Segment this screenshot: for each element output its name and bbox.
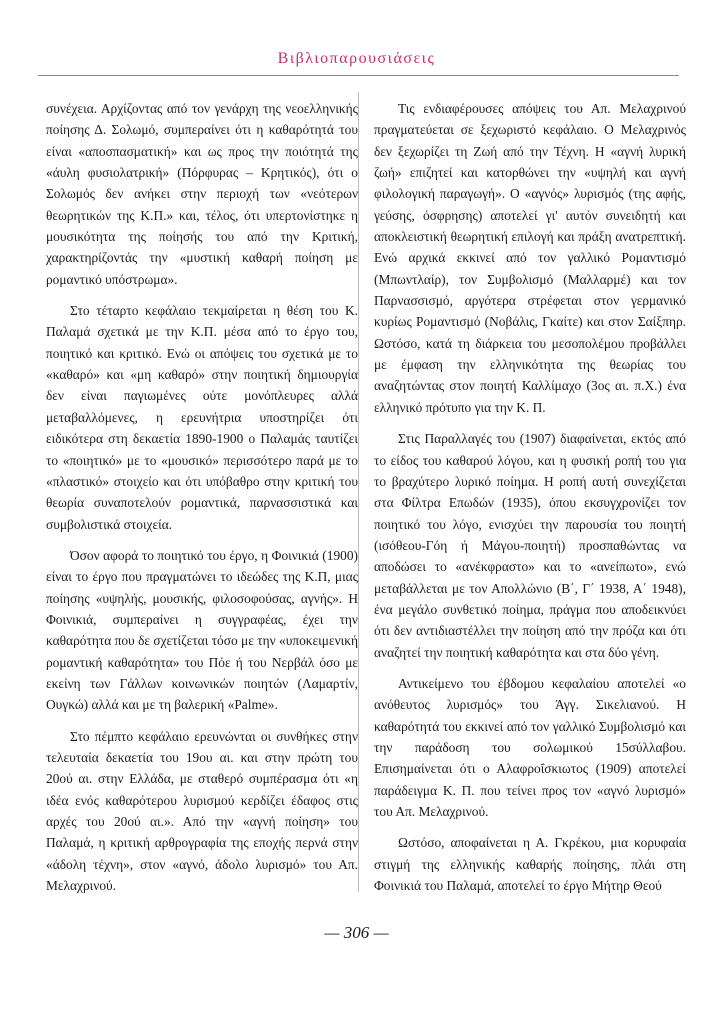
paragraph: Όσον αφορά το ποιητικό του έργο, η Φοινικιά (1900) είναι το έργο που πραγματώνει το ιδεώδες της Κ.Π, μιας ποίησης «υψηλής, μουσικής, φιλοσοφούσας, αγνής». Η Φοινικιά, συμπεραίνει η συγγραφέας, έχει την καθαρότητα που δε σχετίζεται τόσο με την «υποκειμενική ρομαντική καθαρότητα» του Πόε ή του Νερβάλ όσο με εκείνη των Γάλλων κοινωνικών ποιητών (Λαμαρτίν, Ουγκώ) αλλά και με τη βαλερική «Palme». — [46, 547, 358, 713]
section-title: Βιβλιοπαρουσιάσεις — [277, 50, 436, 67]
paragraph: Αντικείμενο του έβδομου κεφαλαίου αποτελεί «ο ανόθευτος λυρισμός» του Άγγ. Σικελιανού. Η καθαρότητά του εκκινεί από τον γαλλικό Συμβολισμό και την παράδοση του σολωμικού 15σύλλαβου. Επισημαίνεται ότι ο Αλαφροΐσκιωτος (1909) αποτελεί παράδειγμα Κ. Π. που τείνει προς τον «αγνό λυρισμό» του Απ. Μελαχρινού. — [374, 675, 686, 819]
paragraph: Στο πέμπτο κεφάλαιο ερευνώνται οι συνθήκες στην τελευταία δεκαετία του 19ου αι. και στην πρώτη του 20ού αι. στην Ελλάδα, με σταθερό συμπέρασμα ότι «η ιδέα ενός καθαρότερου λυρισμού κερδίζει έδαφος στις αρχές του 20ού αι.». Από την «αγνή ποίηση» του Παλαμά, η κριτική αρθρογραφία της εποχής περνά στην «άδολη τέχνη», στον «αγνό, άδολο λυρισμό» του Απ. Μελαχρινού. — [46, 728, 358, 894]
right-column — [374, 98, 686, 896]
paragraph: Στις Παραλλαγές του (1907) διαφαίνεται, εκτός από το είδος του καθαρού λόγου, και η φυσική ροπή του για το βραχύτερο λυρικό ποίημα. Η ροπή αυτή συνεχίζεται στα Φίλτρα Επωδών (1935), όπου εκσυγχρονίζει τον ποιητικό του λόγο, ενισχύει την παρουσία του ποιητή (ισόθεου-Γόη ή Μάγου-ποιητή) προσπαθώντας να αποδώσει το «ανέκφραστο» και το «ανείπωτο», ενώ μεταβάλλεται με τον Απολλώνιο (Β΄, Γ΄ 1938, Α΄ 1948), ένα μεγάλο συνθετικό ποίημα, πράγμα που αποδεικνύει ότι δεν αντιδιαστέλλει την ποίηση από την πρόζα και ότι αναζητεί την ποιητική καθαρότητα και στα δύο γένη. — [374, 431, 686, 660]
page-number: — 306 — — [324, 923, 389, 942]
paragraph: συνέχεια. Αρχίζοντας από τον γενάρχη της νεοελληνικής ποίησης Δ. Σολωμό, συμπεραίνει ότι η καθαρότητά του είναι «αποσπασματική» και ως προς την ποιότητά της «άυλη φυσιολατρική» (Πόρφυρας – Κρητικός), ότι ο Σολωμός δεν ανήκει στην περιοχή των «νεότερων θεωρητικών της Κ.Π.» και, τέλος, ότι υπερτονίστηκε η μουσικότητα της ποίησής του από την Κριτική, χαρακτηρίζοντάς την «μυστική καθαρή ποίηση με ρομαντικό υπόστρωμα». — [46, 101, 358, 287]
paragraph: Τις ενδιαφέρουσες απόψεις του Απ. Μελαχρινού πραγματεύεται σε ξεχωριστό κεφάλαιο. Ο Μελαχρινός δεν ξεχωρίζει τη Ζωή από την Τέχνη. Η «αγνή λυρική ζωή» επιζητεί και κατορθώνει την «υψηλή και αγνή φιλολογική παραγωγή». Ο «αγνός» λυρισμός (της αφής, γεύσης, όσφρησης) αποτελεί γι' αυτόν συνειδητή και αποκλειστική θεωρητική επιλογή και πράξη ανατρεπτική. Ενώ αρχικά εκκινεί από τον γαλλικό Ρομαντισμό (Μπωντλαίρ), τον Συμβολισμό (Μαλλαρμέ) και τον Παρνασσισμό, αργότερα στρέφεται στον γερμανικό κυρίως Ρομαντισμό (Νοβάλις, Γκαίτε) και στον Σαίξπηρ. Ωστόσο, κατά τη διάρκεια του μεσοπολέμου προβάλλει με έμφαση την ελληνικότητα της θεωρίας του αναζητώντας στον ποιητή Καλλίμαχο (3ος αι. π.Χ.) ένα ελληνικό πρότυπο για την Κ. Π. — [374, 101, 686, 415]
column-divider — [358, 92, 359, 892]
left-column — [46, 98, 358, 896]
paragraph: Στο τέταρτο κεφάλαιο τεκμαίρεται η θέση του Κ. Παλαμά σχετικά με την Κ.Π. μέσα από το έργο του, ποιητικό και κριτικό. Ενώ οι απόψεις του σχετικά με το «καθαρό» και «μη καθαρό» στην ποιητική δημιουργία δεν είναι παγιωμένες ούτε μονόπλευρες αλλά μεταβαλλόμενες, η ερευνήτρια υποστηρίζει ότι ειδικότερα στη δεκαετία 1890-1900 ο Παλαμάς ταυτίζει το «ποιητικό» με το «μουσικό» περισσότερο παρά με το «πλαστικό» στοιχείο και ότι υπόβαθρο στην κριτική του θεωρία συναποτελούν ρομαντικά, παρνασσιστικά και συμβολιστικά στοιχεία. — [46, 303, 358, 532]
paragraph: Ωστόσο, αποφαίνεται η Α. Γκρέκου, μια κορυφαία στιγμή της ελληνικής καθαρής ποίησης, πλάι στη Φοινικιά του Παλαμά, αποτελεί το έργο Μήτηρ Θεού — [374, 835, 686, 894]
header-rule — [38, 75, 679, 76]
